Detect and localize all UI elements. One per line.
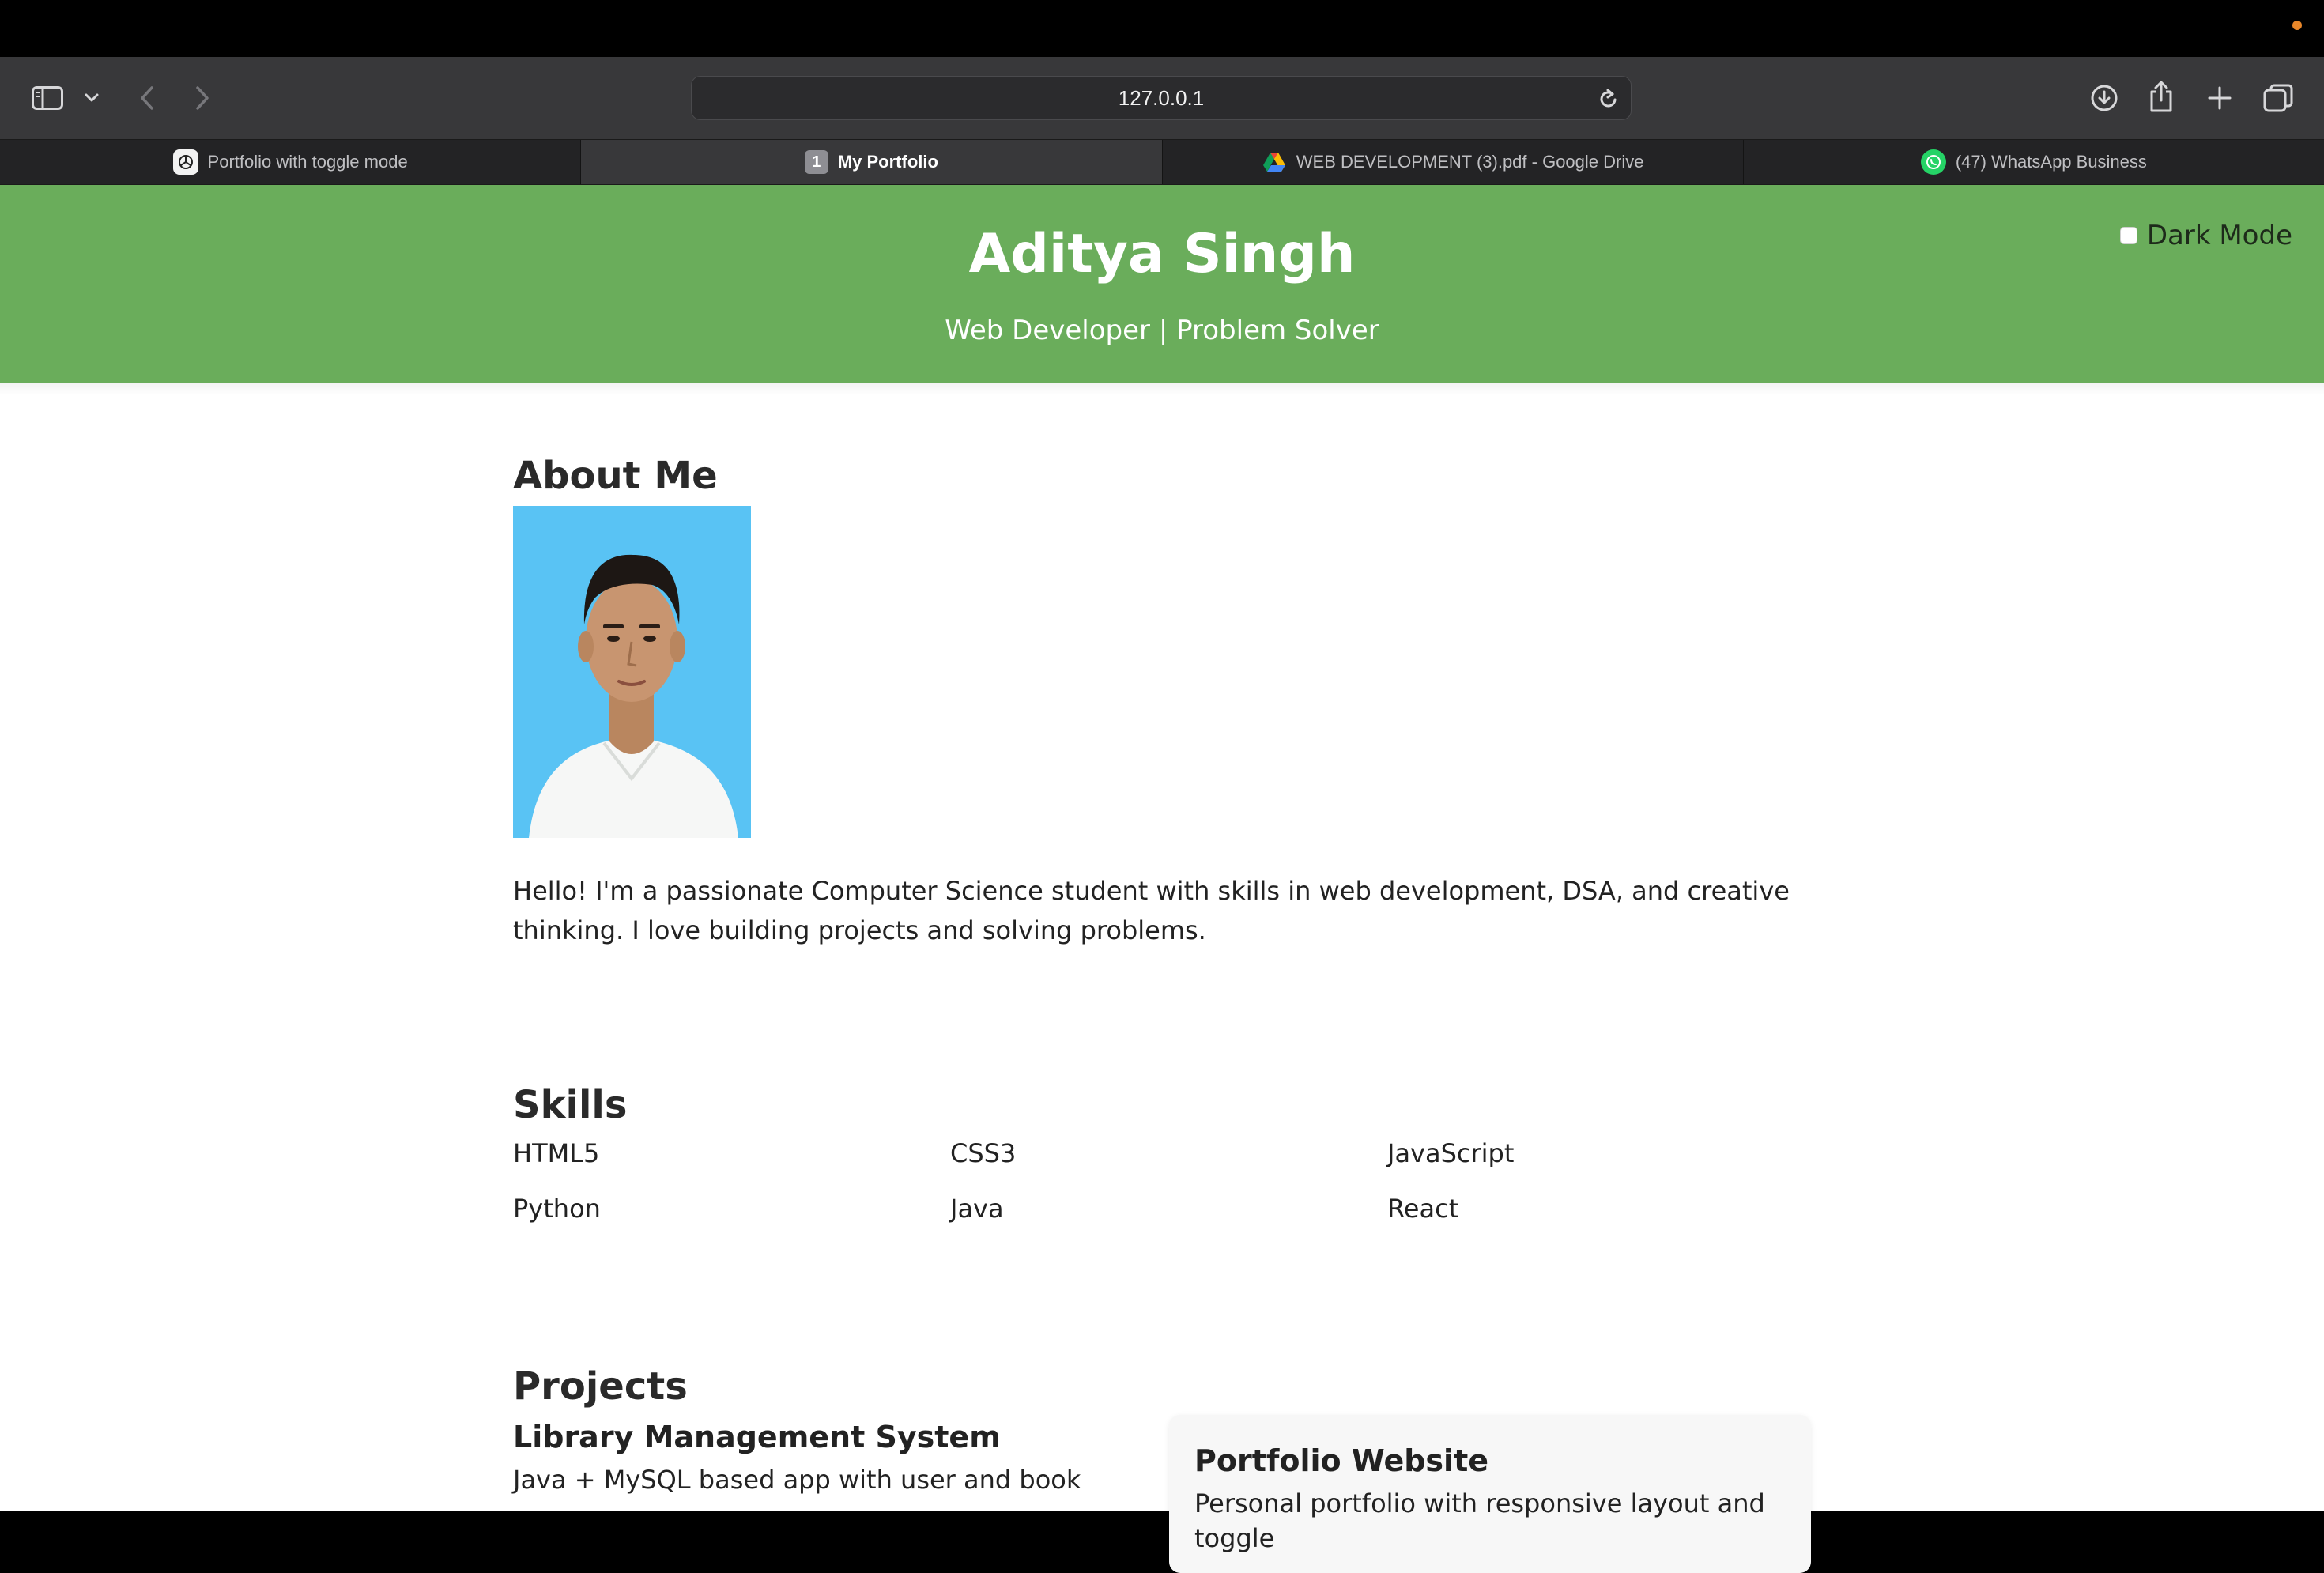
project-description: Personal portfolio with responsive layout and toggle bbox=[1194, 1488, 1765, 1553]
projects-heading: Projects bbox=[513, 1364, 688, 1409]
tab-google-drive[interactable] bbox=[1163, 140, 1744, 184]
plus-icon[interactable] bbox=[2201, 79, 2239, 117]
project-card bbox=[513, 1420, 1114, 1497]
skill-item: HTML5 bbox=[513, 1138, 600, 1168]
download-icon[interactable] bbox=[2085, 79, 2123, 117]
number-1-icon: 1 bbox=[805, 150, 828, 174]
tab-label: Portfolio with toggle mode bbox=[207, 152, 408, 172]
google-drive-icon bbox=[1262, 149, 1287, 175]
whatsapp-icon bbox=[1921, 149, 1946, 175]
browser-toolbar bbox=[0, 57, 2324, 139]
forward-arrow-icon[interactable] bbox=[187, 79, 218, 117]
skill-item: Python bbox=[513, 1194, 601, 1224]
skill-item: JavaScript bbox=[1387, 1138, 1515, 1168]
skill-item: React bbox=[1387, 1194, 1459, 1224]
tab-strip bbox=[0, 139, 2324, 185]
dark-mode-checkbox[interactable] bbox=[2120, 227, 2137, 244]
share-icon[interactable] bbox=[2142, 76, 2180, 117]
address-bar[interactable] bbox=[691, 76, 1632, 120]
back-arrow-icon[interactable] bbox=[131, 79, 163, 117]
recording-indicator-icon bbox=[2292, 21, 2302, 30]
project-description: Java + MySQL based app with user and book bbox=[513, 1465, 1081, 1495]
tab-whatsapp[interactable] bbox=[1744, 140, 2324, 184]
tab-overview-icon[interactable] bbox=[2258, 79, 2299, 117]
page-title: Aditya Singh bbox=[968, 223, 1356, 285]
project-card bbox=[1169, 1415, 1811, 1573]
profile-photo bbox=[513, 506, 751, 838]
reload-icon[interactable] bbox=[1594, 85, 1623, 113]
tab-label: (47) WhatsApp Business bbox=[1955, 152, 2147, 172]
skill-item: Java bbox=[950, 1194, 1004, 1224]
dark-mode-toggle[interactable] bbox=[2120, 220, 2292, 251]
dark-mode-label: Dark Mode bbox=[2146, 220, 2292, 251]
tab-portfolio-toggle[interactable] bbox=[0, 140, 581, 184]
project-title: Portfolio Website bbox=[1194, 1443, 1489, 1478]
about-text: Hello! I'm a passionate Computer Science student with skills in web development, DSA, and creative thinking. I love building projects and solving problems. bbox=[513, 876, 1790, 945]
url-text: 127.0.0.1 bbox=[1118, 86, 1205, 110]
skill-item: CSS3 bbox=[950, 1138, 1017, 1168]
page-subtitle: Web Developer | Problem Solver bbox=[945, 315, 1379, 346]
skills-heading: Skills bbox=[513, 1083, 628, 1127]
tab-my-portfolio[interactable] bbox=[581, 140, 1162, 184]
web-page bbox=[0, 185, 2324, 1553]
tab-label: WEB DEVELOPMENT (3).pdf - Google Drive bbox=[1296, 152, 1644, 172]
skills-list bbox=[513, 1138, 1811, 1224]
tab-label: My Portfolio bbox=[837, 152, 938, 172]
menu-bar bbox=[0, 0, 2324, 57]
chatgpt-icon bbox=[173, 149, 198, 175]
chevron-down-icon[interactable] bbox=[79, 82, 104, 114]
project-title: Library Management System bbox=[513, 1420, 1001, 1454]
header-banner bbox=[0, 185, 2324, 383]
header-divider bbox=[0, 383, 2324, 395]
sidebar-toggle-icon[interactable] bbox=[28, 81, 66, 115]
about-heading: About Me bbox=[513, 454, 718, 498]
